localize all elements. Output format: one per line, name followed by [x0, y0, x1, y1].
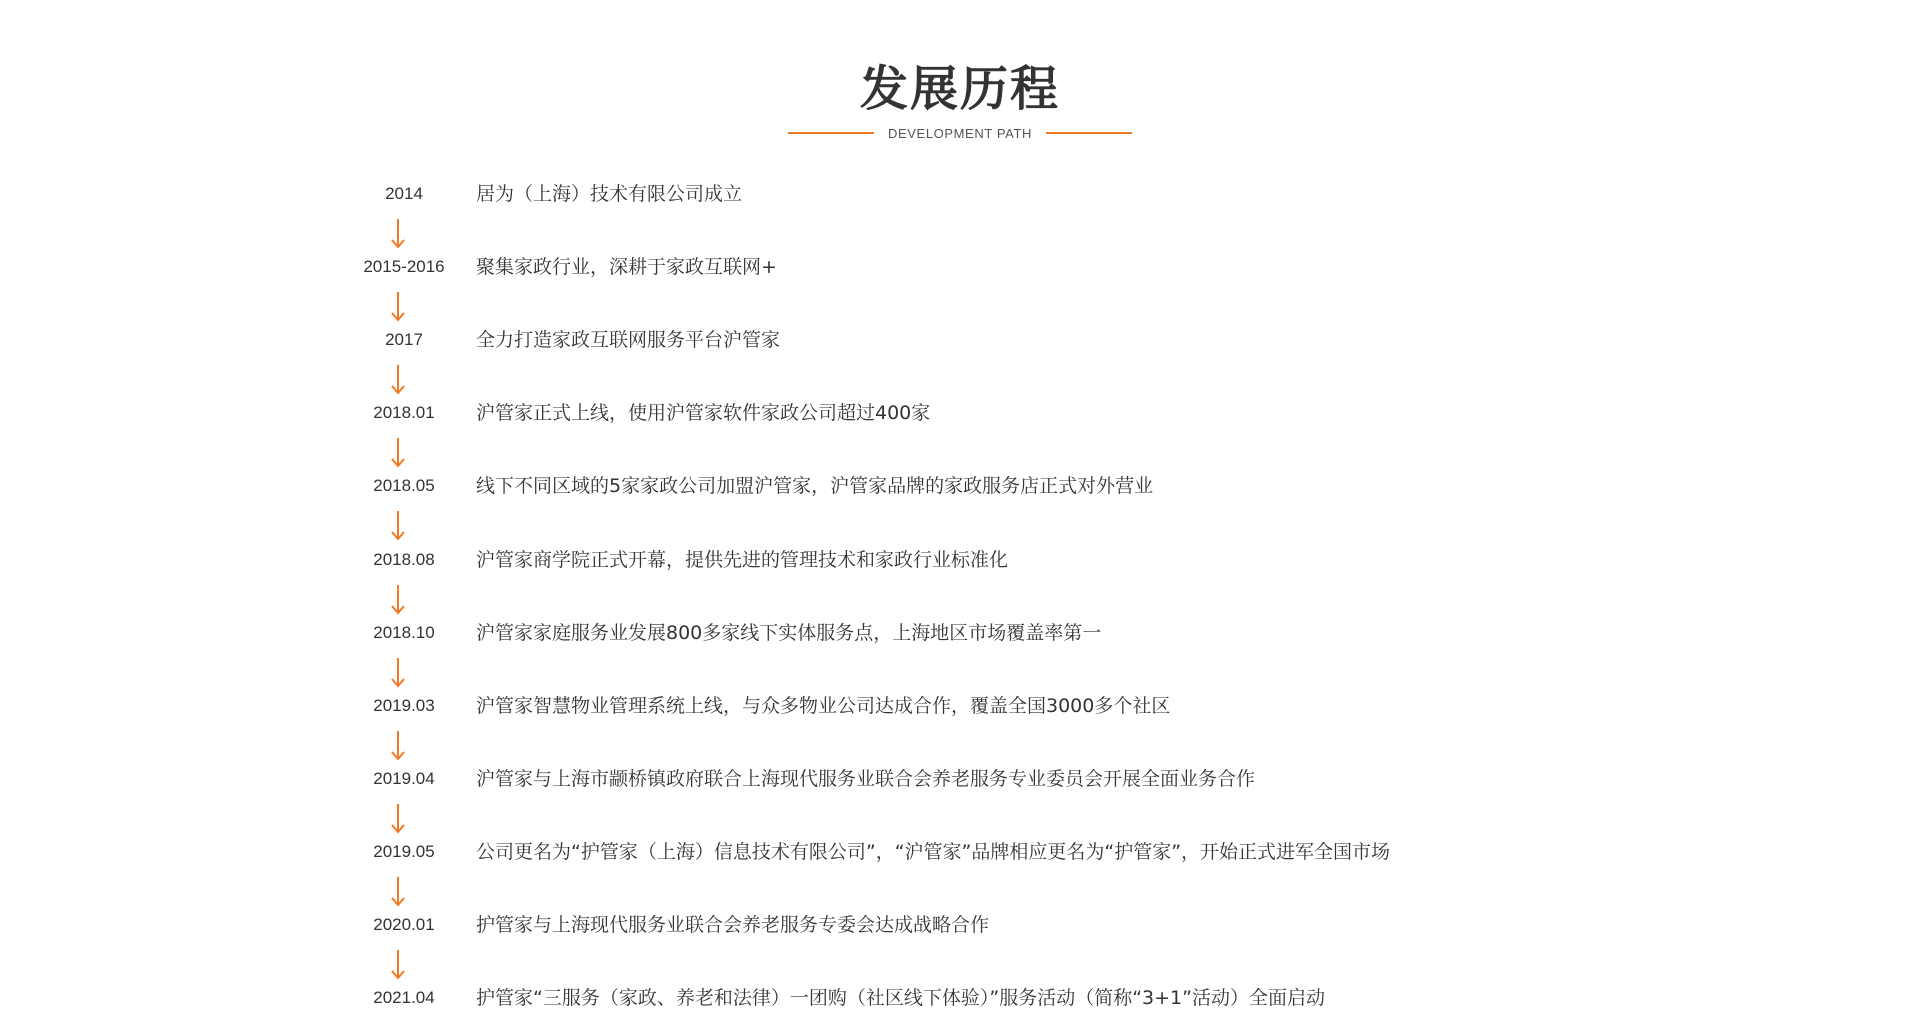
- timeline-event: [0, 545, 1920, 575]
- timeline-event: [0, 252, 1920, 282]
- event-description: 居为（上海）技术有限公司成立: [476, 183, 743, 205]
- event-year: 2021.04: [373, 988, 435, 1007]
- event-description: 全力打造家政互联网服务平台沪管家: [476, 329, 781, 351]
- arrow-down-icon: [390, 218, 406, 250]
- event-year: 2018.01: [373, 403, 435, 422]
- event-description: 沪管家家庭服务业发展800多家线下实体服务点，上海地区市场覆盖率第一: [476, 622, 1102, 644]
- timeline-event: [0, 325, 1920, 355]
- page-subtitle: DEVELOPMENT PATH: [888, 125, 1032, 141]
- timeline-event: [0, 618, 1920, 648]
- event-description: 线下不同区域的5家家政公司加盟沪管家，沪管家品牌的家政服务店正式对外营业: [476, 475, 1154, 497]
- timeline-event: [0, 691, 1920, 721]
- event-year: 2019.03: [373, 696, 435, 715]
- page-title: 发展历程: [859, 61, 1060, 117]
- arrow-down-icon: [390, 510, 406, 542]
- event-description: 沪管家与上海市颛桥镇政府联合上海现代服务业联合会养老服务专业委员会开展全面业务合作: [476, 768, 1256, 790]
- timeline-event: [0, 179, 1920, 209]
- timeline-event: [0, 471, 1920, 501]
- event-description: 沪管家正式上线，使用沪管家软件家政公司超过400家: [476, 402, 931, 424]
- event-year: 2018.08: [373, 550, 435, 569]
- event-description: 聚集家政行业，深耕于家政互联网+: [476, 256, 777, 278]
- arrow-down-icon: [390, 803, 406, 835]
- event-year: 2014: [385, 184, 423, 203]
- arrow-down-icon: [390, 437, 406, 469]
- event-description: 沪管家智慧物业管理系统上线，与众多物业公司达成合作，覆盖全国3000多个社区: [476, 695, 1171, 717]
- event-year: 2019.04: [373, 769, 435, 788]
- timeline-event: [0, 910, 1920, 940]
- arrow-down-icon: [390, 730, 406, 762]
- event-year: 2017: [385, 330, 423, 349]
- timeline-event: [0, 398, 1920, 428]
- timeline-event: [0, 983, 1920, 1013]
- arrow-down-icon: [390, 876, 406, 908]
- timeline-event: [0, 837, 1920, 867]
- arrow-down-icon: [390, 364, 406, 396]
- event-description: 沪管家商学院正式开幕，提供先进的管理技术和家政行业标准化: [476, 549, 1009, 571]
- event-description: 公司更名为“护管家（上海）信息技术有限公司”，“沪管家”品牌相应更名为“护管家”，开始正式进军全国市场: [476, 841, 1391, 863]
- event-year: 2015-2016: [363, 257, 445, 276]
- event-description: 护管家与上海现代服务业联合会养老服务专委会达成战略合作: [476, 914, 990, 936]
- event-year: 2018.05: [373, 476, 435, 495]
- arrow-down-icon: [390, 949, 406, 981]
- arrow-down-icon: [390, 657, 406, 689]
- event-year: 2019.05: [373, 842, 435, 861]
- event-description: 护管家“三服务（家政、养老和法律）一团购（社区线下体验）”服务活动（简称“3+1”活动）全面启动: [476, 987, 1325, 1009]
- arrow-down-icon: [390, 291, 406, 323]
- arrow-down-icon: [390, 584, 406, 616]
- event-year: 2020.01: [373, 915, 435, 934]
- event-year: 2018.10: [373, 623, 435, 642]
- timeline-event: [0, 764, 1920, 794]
